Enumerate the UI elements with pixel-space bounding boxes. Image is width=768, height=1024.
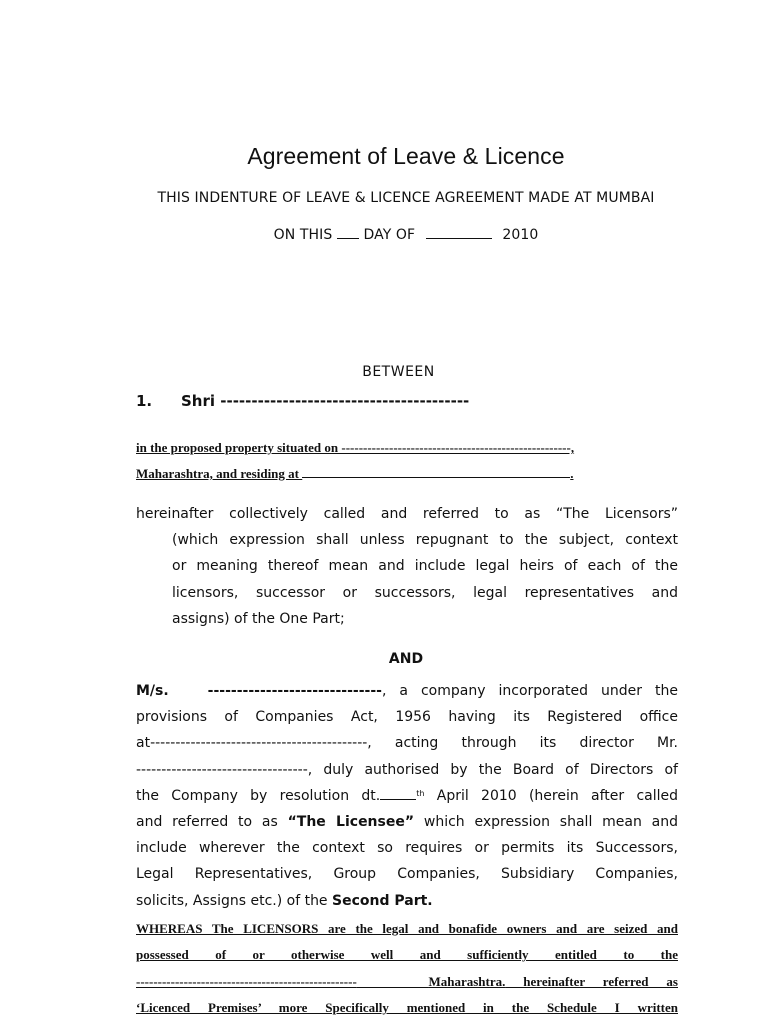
licensee-line-6-c: which expression shall mean and — [414, 813, 679, 830]
property-line-2-text: Maharashtra, and residing at — [136, 466, 299, 481]
between-heading: BETWEEN — [362, 364, 435, 380]
date-line — [0, 226, 768, 243]
date-year: 2010 — [502, 227, 539, 243]
whereas-line-3 — [136, 969, 678, 995]
residence-blank — [302, 468, 570, 478]
licensee-line-5 — [136, 783, 678, 809]
licensee-line-2: provisions of Companies Act, 1956 having its Registered office — [136, 709, 678, 726]
licensee-term: “The Licensee” — [287, 813, 415, 830]
whereas-line-4: ‘Licenced Premises’ more Specifically mentioned in the Schedule I written — [136, 1000, 678, 1016]
whereas-state: Maharashtra. — [428, 973, 506, 989]
ms-label: M/s. — [136, 683, 169, 699]
licensee-line-6 — [136, 809, 678, 835]
day-blank — [337, 226, 359, 239]
month-blank — [426, 226, 492, 239]
licensee-line-9 — [136, 888, 678, 914]
resolution-text: the Company by resolution dt. — [136, 787, 381, 804]
licensors-paragraph — [136, 501, 678, 632]
company-name-blank: ------------------------------ — [207, 683, 382, 699]
whereas-line-1: WHEREAS The LICENSORS are the legal and bonafide owners and are seized and — [136, 921, 678, 936]
licensee-line-8: Legal Representatives, Group Companies, Subsidiary Companies, — [136, 866, 678, 883]
licensors-line-5: assigns) of the One Part; — [172, 610, 345, 627]
whereas-line-3-rest: hereinafter referred as — [505, 973, 678, 989]
whereas-clause — [136, 916, 678, 1022]
resolution-date-blank — [380, 787, 416, 800]
licensee-line-1-rest: , a company incorporated under the — [381, 683, 678, 699]
property-line-1: in the proposed property situated on -----------------------------------------------------, — [136, 440, 575, 455]
date-mid: DAY OF — [363, 227, 416, 243]
ordinal-suffix: th — [416, 788, 425, 798]
indenture-line: THIS INDENTURE OF LEAVE & LICENCE AGREEMENT MADE AT MUMBAI — [157, 190, 655, 206]
licensee-line-4: ----------------------------------, duly authorised by the Board of Directors of — [136, 761, 678, 778]
second-part: Second Part. — [332, 892, 433, 909]
licensors-line-1: hereinafter collectively called and referred to as “The Licensors” — [136, 506, 678, 522]
licensors-line-4: licensors, successor or successors, legal representatives and — [172, 584, 678, 601]
licensee-line-9-a: solicits, Assigns etc.) of the — [136, 892, 332, 909]
licensee-line-1 — [136, 678, 678, 704]
licensee-line-6-a: and referred to as — [136, 813, 288, 830]
party-1 — [136, 392, 469, 410]
whereas-line-2: possessed of or otherwise well and sufficiently entitled to the — [136, 947, 678, 963]
licensee-paragraph — [136, 678, 678, 914]
and-heading: AND — [388, 651, 424, 667]
licensee-line-3: at-------------------------------------------, acting through its director Mr. — [136, 735, 678, 752]
licensee-line-7: include wherever the context so requires or permits its Successors, — [136, 840, 678, 857]
party-1-number: 1. — [136, 392, 153, 410]
licensors-line-2: (which expression shall unless repugnant to the subject, context — [172, 532, 678, 549]
property-line-2 — [136, 466, 684, 482]
premises-blank: --------------------------------------------------- — [136, 973, 357, 989]
resolution-rest: April 2010 (herein after called — [424, 787, 678, 804]
party-1-name: Shri ---------------------------------------- — [181, 392, 470, 410]
date-prefix: ON THIS — [273, 227, 333, 243]
document-title: Agreement of Leave & Licence — [247, 143, 565, 169]
licensors-line-3: or meaning thereof mean and include legal heirs of each of the — [172, 558, 678, 575]
property-line-2-end: . — [570, 466, 574, 481]
